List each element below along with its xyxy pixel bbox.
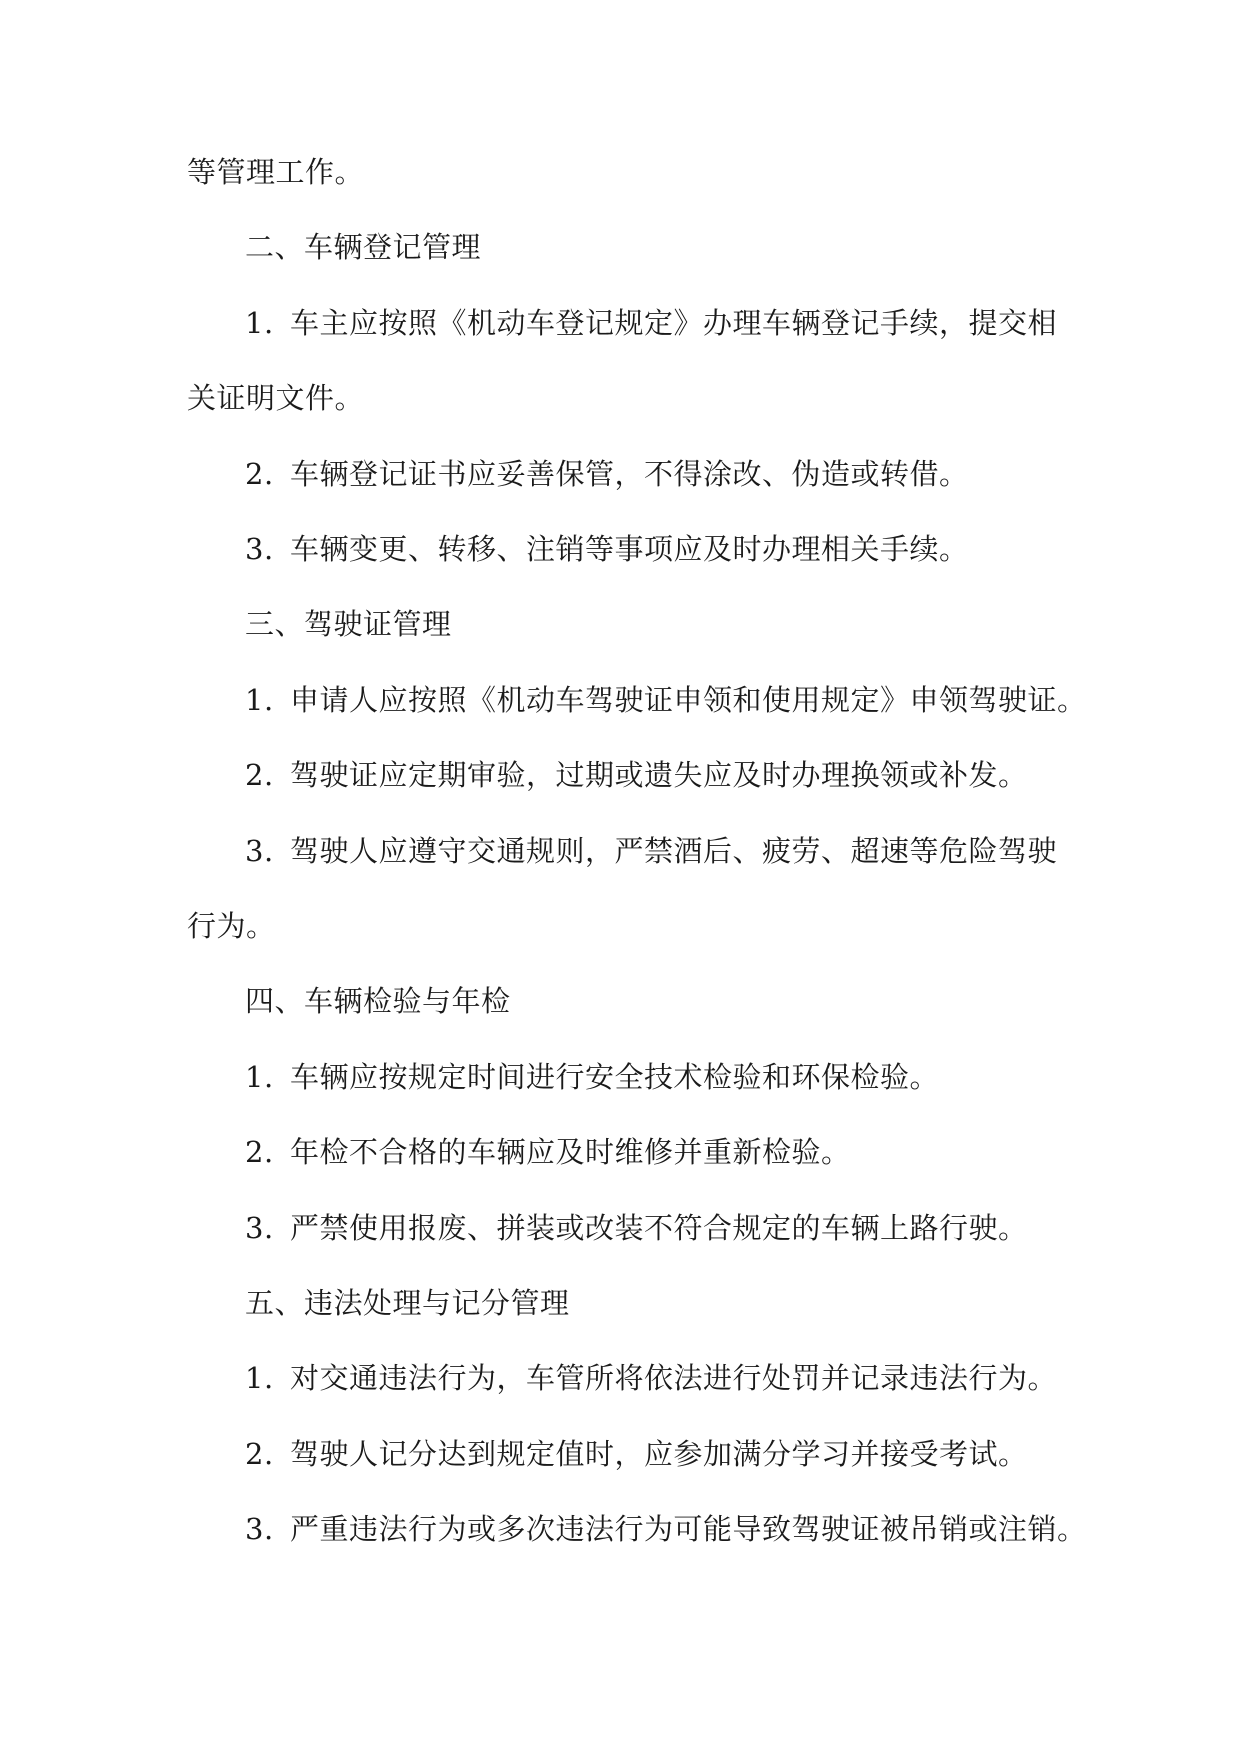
- list-item: [245, 1208, 1028, 1248]
- item-text: 严禁使用报废、拼装或改装不符合规定的车辆上路行驶。: [290, 1211, 1028, 1245]
- list-item: [245, 755, 1028, 795]
- section-heading-violations: 五、违法处理与记分管理: [245, 1286, 570, 1320]
- item-number: 3.: [245, 834, 274, 868]
- item-text: 严重违法行为或多次违法行为可能导致驾驶证被吊销或注销。: [290, 1512, 1087, 1546]
- item-text: 年检不合格的车辆应及时维修并重新检验。: [290, 1135, 851, 1169]
- item-text: 车辆登记证书应妥善保管，不得涂改、伪造或转借。: [290, 457, 969, 491]
- item-number: 2.: [245, 1437, 274, 1471]
- section-heading-driver-license: 三、驾驶证管理: [245, 607, 452, 641]
- item-text: 对交通违法行为，车管所将依法进行处罚并记录违法行为。: [290, 1361, 1058, 1395]
- item-text: 驾驶人记分达到规定值时，应参加满分学习并接受考试。: [290, 1437, 1028, 1471]
- section-heading-vehicle-inspection: 四、车辆检验与年检: [245, 984, 511, 1018]
- item-number: 1.: [245, 306, 274, 340]
- list-item: [245, 1057, 939, 1097]
- item-number: 2.: [245, 1135, 274, 1169]
- list-item: [245, 1358, 1057, 1398]
- list-item: [245, 831, 1057, 871]
- item-text: 申请人应按照《机动车驾驶证申领和使用规定》申领驾驶证。: [290, 683, 1087, 717]
- item-text-continuation: 关证明文件。: [187, 381, 365, 415]
- list-item: [245, 1434, 1028, 1474]
- list-item: [245, 1132, 851, 1172]
- list-item: [245, 454, 969, 494]
- list-item: [245, 680, 1087, 720]
- item-number: 1.: [245, 1361, 274, 1395]
- list-item: [245, 303, 1057, 343]
- item-text-continuation: 行为。: [187, 909, 276, 943]
- item-number: 3.: [245, 1211, 274, 1245]
- paragraph-continuation: 等管理工作。: [187, 155, 365, 189]
- item-text: 驾驶人应遵守交通规则，严禁酒后、疲劳、超速等危险驾驶: [290, 834, 1058, 868]
- list-item: [245, 1509, 1087, 1549]
- item-text: 驾驶证应定期审验，过期或遗失应及时办理换领或补发。: [290, 758, 1028, 792]
- item-number: 1.: [245, 683, 274, 717]
- item-number: 2.: [245, 758, 274, 792]
- item-number: 1.: [245, 1060, 274, 1094]
- item-text: 车主应按照《机动车登记规定》办理车辆登记手续，提交相: [290, 306, 1058, 340]
- item-text: 车辆变更、转移、注销等事项应及时办理相关手续。: [290, 532, 969, 566]
- list-item: [245, 529, 969, 569]
- item-text: 车辆应按规定时间进行安全技术检验和环保检验。: [290, 1060, 940, 1094]
- item-number: 2.: [245, 457, 274, 491]
- section-heading-vehicle-registration: 二、车辆登记管理: [245, 230, 482, 264]
- item-number: 3.: [245, 532, 274, 566]
- item-number: 3.: [245, 1512, 274, 1546]
